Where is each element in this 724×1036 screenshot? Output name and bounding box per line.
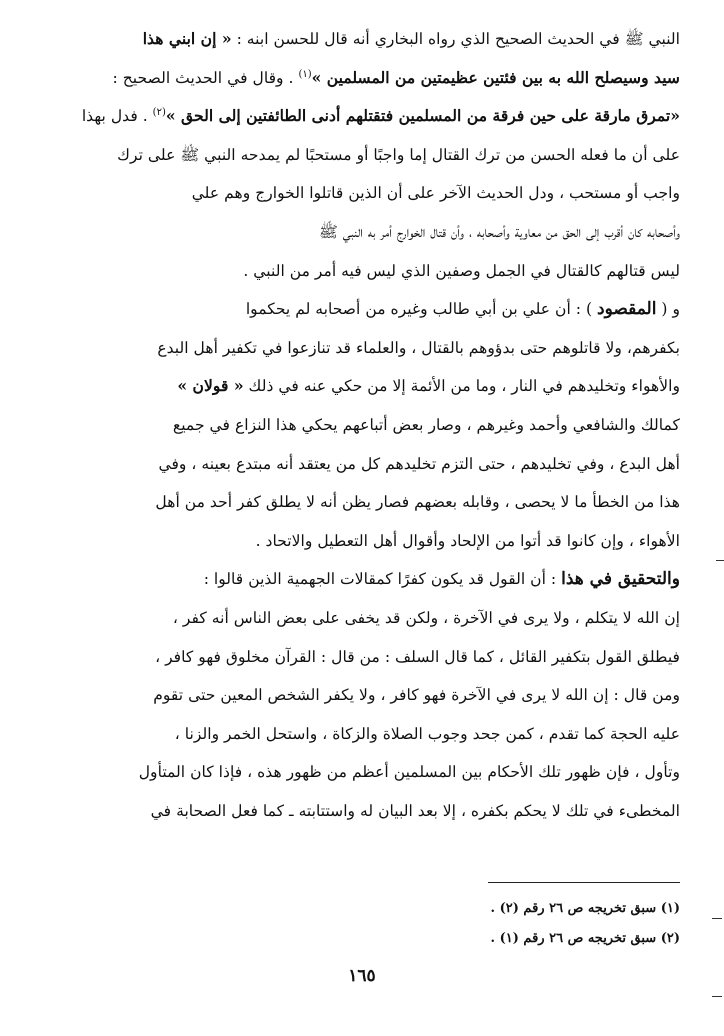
text-line: [58, 753, 680, 792]
text-segment: المخطىء في تلك لا يحكم بكفره ، إلا بعد البيان له واستتابته ـ كما فعل الصحابة في: [150, 801, 680, 820]
text-line: [58, 329, 680, 368]
text-line: [58, 599, 680, 638]
text-line: [58, 367, 680, 406]
emphasis-text: سيد وسيصلح الله به بين فئتين عظيمتين من المسلمين »: [311, 67, 680, 87]
footnote-1: (١) سبق تخريجه ص ٢٦ رقم (٢) .: [490, 901, 680, 916]
text-line: [58, 445, 680, 484]
margin-mark: [716, 560, 724, 561]
text-segment: وتأول ، فإن ظهور تلك الأحكام بين المسلمين أعظم من ظهور هذه ، فإذا كان المتأول: [138, 763, 680, 782]
footnotes: [58, 894, 680, 954]
margin-mark: [712, 918, 722, 919]
text-segment: النبي ﷺ في الحديث الصحيح الذي رواه البخاري أنه قال للحسن ابنه :: [231, 30, 680, 48]
emphasis-text: المقصود: [597, 299, 657, 320]
text-line: [58, 483, 680, 522]
text-line: [58, 213, 680, 252]
text-segment: ) : أن علي بن أبي طالب وغيره من أصحابه لم يحكموا: [245, 300, 598, 319]
text-line: [58, 136, 680, 175]
text-line: [58, 676, 680, 715]
text-segment: عليه الحجة كما تقدم ، كمن جحد وجوب الصلاة والزكاة ، واستحل الخمر والزنا ،: [174, 724, 680, 743]
page-body: [58, 20, 680, 830]
text-segment: و (: [656, 300, 680, 319]
text-line: [58, 638, 680, 677]
emphasis-text: «تمرق مارقة على حين فرقة من المسلمين فتقتلهم أدنى الطائفتين إلى الحق »: [165, 106, 680, 126]
footnote-separator: [488, 882, 680, 883]
text-line: [58, 715, 680, 754]
text-segment: إن الله لا يتكلم ، ولا يرى في الآخرة ، ولكن قد يخفى على بعض الناس أنه كفر ،: [172, 608, 680, 627]
page-number: ١٦٥: [348, 966, 376, 986]
text-segment: . وقال في الحديث الصحيح :: [112, 68, 299, 87]
text-segment: فيطلق القول بتكفير القائل ، كما قال السلف : من قال : القرآن مخلوق فهو كافر ،: [155, 647, 680, 666]
text-segment: والأهواء وتخليدهم في النار ، وما من الأئمة إلا من حكي عنه في ذلك: [243, 377, 680, 396]
text-segment: هذا من الخطأ ما لا يحصى ، وقابله بعضهم فصار يظن أنه لا يطلق كفر أحد من أهل: [155, 493, 680, 512]
text-segment: . فدل بهذا: [81, 107, 153, 126]
text-line: [58, 522, 680, 561]
emphasis-text: والتحقيق في هذا: [561, 569, 680, 590]
footnote-ref: (٢): [152, 107, 166, 118]
text-segment: واجب أو مستحب ، ودل الحديث الآخر على أن الذين قاتلوا الخوارج وهم علي: [191, 184, 680, 203]
text-segment: بكفرهم، ولا قاتلوهم حتى بدؤوهم بالقتال ، والعلماء قد تنازعوا في تكفير أهل البدع: [157, 338, 680, 357]
text-line: [58, 20, 680, 59]
text-line: [58, 174, 680, 213]
text-line: [58, 290, 680, 329]
margin-mark: [712, 996, 722, 997]
text-segment: : أن القول قد يكون كفرًا كمقالات الجهمية الذين قالوا :: [203, 570, 562, 589]
text-line: [58, 406, 680, 445]
text-line: [58, 792, 680, 831]
text-line: [58, 252, 680, 291]
footnote-2: (٢) سبق تخريجه ص ٢٦ رقم (١) .: [490, 931, 680, 946]
text-segment: كمالك والشافعي وأحمد وغيرهم ، وصار بعض أتباعهم يحكي هذا النزاع في جميع: [172, 415, 680, 434]
text-line: [58, 59, 680, 98]
emphasis-text: « إن ابني هذا: [142, 29, 232, 48]
text-segment: وأصحابه كان أقرب إلى الحق من معاوية وأصحابه ، وأن قتال الخوارج أمر به النبي ﷺ: [319, 222, 680, 241]
text-segment: الأهواء ، وإن كانوا قد أتوا من الإلحاد وأقوال أهل التعطيل والاتحاد .: [255, 531, 680, 550]
emphasis-text: « قولان »: [177, 376, 244, 396]
text-segment: أهل البدع ، وفي تخليدهم ، حتى التزم تخليدهم كل من يعتقد أنه مبتدع بعينه ، وفي: [158, 454, 680, 473]
footnote-ref: (١): [298, 68, 312, 80]
text-segment: ومن قال : إن الله لا يرى في الآخرة فهو كافر ، ولا يكفر الشخص المعين حتى تقوم: [153, 686, 680, 705]
text-line: [58, 560, 680, 599]
text-segment: ليس قتالهم كالقتال في الجمل وصفين الذي ليس فيه أمر من النبي .: [243, 261, 680, 280]
text-segment: على أن ما فعله الحسن من ترك القتال إما واجبًا أو مستحبًا لم يمدحه النبي ﷺ على ترك: [117, 145, 680, 164]
text-line: [58, 97, 680, 136]
